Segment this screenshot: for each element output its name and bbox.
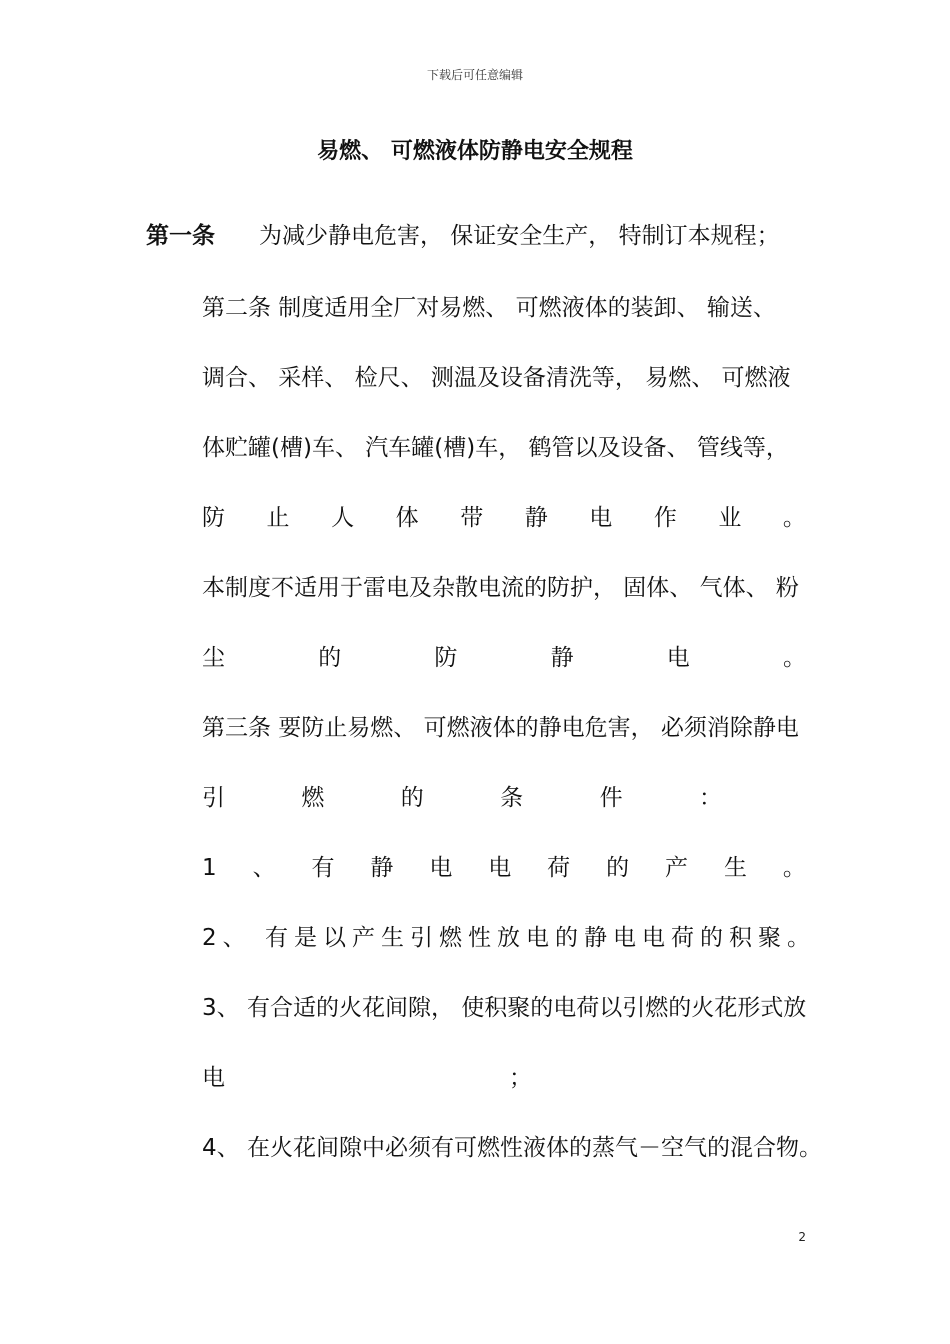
- char: 电: [488, 855, 512, 881]
- char: 的: [318, 645, 342, 671]
- body-line-11: 3、 有合适的火花间隙， 使积聚的电荷以引燃的火花形式放: [202, 995, 807, 1021]
- char: 。: [782, 855, 806, 881]
- char: 带: [460, 505, 484, 531]
- body-line-13: 4、 在火花间隙中必须有可燃性液体的蒸气－空气的混合物。: [202, 1135, 822, 1161]
- char: 作: [653, 505, 677, 531]
- char: 引: [202, 785, 225, 811]
- body-line-7: 第三条 要防止易燃、 可燃液体的静电危害， 必须消除静电: [202, 715, 799, 741]
- char: 止: [266, 505, 290, 531]
- char: 电: [589, 505, 613, 531]
- page-header: 下载后可任意编辑: [426, 68, 523, 82]
- article-1: [146, 220, 780, 252]
- char: 生: [723, 855, 747, 881]
- char: 有: [311, 855, 335, 881]
- char: 防: [434, 645, 458, 671]
- char: ：: [698, 785, 722, 811]
- body-line-1: 第二条 制度适用全厂对易燃、 可燃液体的装卸、 输送、: [202, 295, 776, 321]
- char: 的: [606, 855, 630, 881]
- char: 产: [665, 855, 689, 881]
- article-1-text: 为减少静电危害， 保证安全生产， 特制订本规程；: [259, 223, 780, 249]
- char: 、: [252, 855, 276, 881]
- char: 静: [370, 855, 394, 881]
- body-line-10: 2、 有是以产生引燃性放电的静电电荷的积聚。: [202, 925, 816, 951]
- char: 。: [782, 505, 806, 531]
- char: 电: [666, 645, 690, 671]
- body-line-2: 调合、 采样、 检尺、 测温及设备清洗等， 易燃、 可燃液: [202, 365, 791, 391]
- document-title: 易燃、 可燃液体防静电安全规程: [317, 139, 633, 164]
- body-line-6: [202, 642, 806, 674]
- char: 静: [524, 505, 548, 531]
- body-line-5: 本制度不适用于雷电及杂散电流的防护， 固体、 气体、 粉: [202, 575, 799, 601]
- char: 电: [202, 1065, 225, 1091]
- body-line-4: [202, 502, 806, 534]
- char: 的: [400, 785, 424, 811]
- char: 1: [202, 855, 217, 881]
- article-1-label: 第一条: [146, 223, 215, 249]
- char: 体: [395, 505, 419, 531]
- char: 燃: [301, 785, 325, 811]
- body-line-12: [202, 1062, 532, 1094]
- char: 条: [500, 785, 524, 811]
- char: 。: [782, 645, 806, 671]
- body-line-3: 体贮罐(槽)车、 汽车罐(槽)车， 鹤管以及设备、 管线等，: [202, 435, 789, 461]
- char: 人: [331, 505, 355, 531]
- char: 尘: [202, 645, 225, 671]
- page-number: 2: [798, 1230, 806, 1244]
- char: 静: [550, 645, 574, 671]
- char: 业: [718, 505, 742, 531]
- char: 电: [429, 855, 453, 881]
- body-line-9: [202, 852, 806, 884]
- char: 件: [599, 785, 623, 811]
- body-line-8: [202, 782, 722, 814]
- char: 荷: [547, 855, 571, 881]
- char: ；: [509, 1065, 532, 1091]
- char: 防: [202, 505, 225, 531]
